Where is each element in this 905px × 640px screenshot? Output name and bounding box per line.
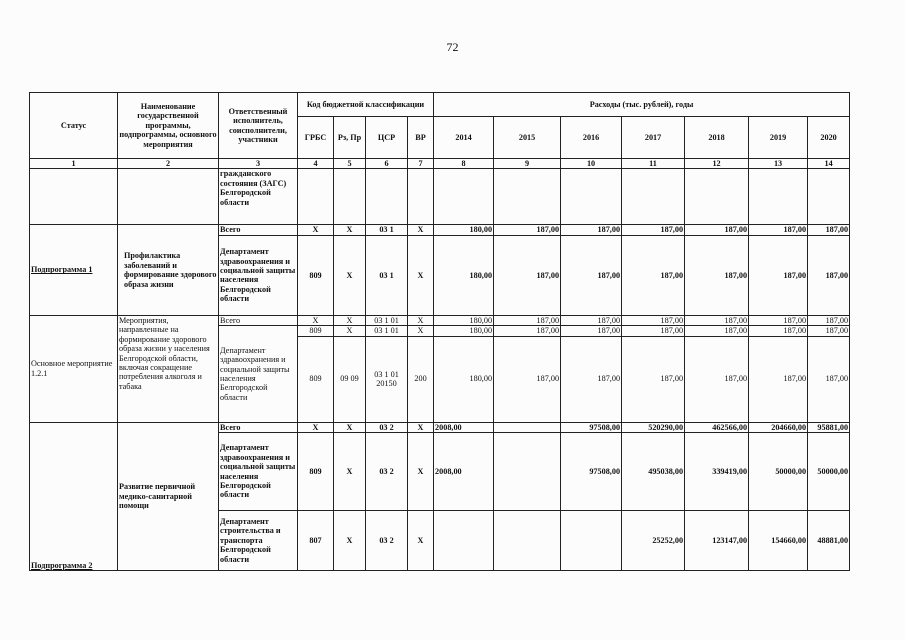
value-cell: 187,00 — [808, 235, 850, 315]
value-cell: 95881,00 — [808, 422, 850, 432]
header-year: 2014 — [434, 117, 494, 159]
value-cell: 187,00 — [622, 326, 685, 336]
column-number: 11 — [622, 159, 685, 169]
grbs-cell: Х — [298, 315, 334, 325]
grbs-cell: 809 — [298, 336, 334, 422]
value-cell: 520290,00 — [622, 422, 685, 432]
header-year: 2017 — [622, 117, 685, 159]
csr-cell: 03 1 01 20150 — [366, 336, 408, 422]
header-budget-code: Код бюджетной классификации — [298, 93, 434, 117]
value-cell — [561, 511, 622, 571]
name-cell: Мероприятия, направленные на формирование здорового образа жизни у населения Белгородской области, включая сокращение потребления алкоголя и табака — [118, 315, 219, 422]
value-cell: 180,00 — [434, 315, 494, 325]
value-cell: 462566,00 — [685, 422, 749, 432]
value-cell: 187,00 — [494, 315, 561, 325]
header-year: 2020 — [808, 117, 850, 159]
rzpr-cell: Х — [334, 315, 366, 325]
rzpr-cell: Х — [334, 235, 366, 315]
value-cell: 187,00 — [622, 315, 685, 325]
column-number: 14 — [808, 159, 850, 169]
budget-table — [29, 92, 850, 571]
value-cell: 2008,00 — [434, 422, 494, 432]
value-cell — [434, 511, 494, 571]
name-cell: Развитие первичной медико-санитарной помощи — [118, 422, 219, 570]
value-cell: 25252,00 — [622, 511, 685, 571]
value-cell — [494, 511, 561, 571]
value-cell: 187,00 — [685, 336, 749, 422]
value-cell: 187,00 — [561, 315, 622, 325]
column-number: 1 — [30, 159, 118, 169]
column-number: 10 — [561, 159, 622, 169]
column-number: 3 — [219, 159, 298, 169]
grbs-cell: 807 — [298, 511, 334, 571]
header-expenses: Расходы (тыс. рублей), годы — [434, 93, 850, 117]
table-row — [30, 169, 850, 225]
responsible-cell: Департамент здравоохранения и социальной защиты населения Белгородской области — [219, 326, 298, 422]
value-cell: 187,00 — [808, 225, 850, 235]
column-number: 6 — [366, 159, 408, 169]
csr-cell: 03 1 — [366, 235, 408, 315]
value-cell: 187,00 — [685, 225, 749, 235]
header-year: 2015 — [494, 117, 561, 159]
value-cell: 180,00 — [434, 326, 494, 336]
rzpr-cell: 09 09 — [334, 336, 366, 422]
header-row — [30, 93, 850, 117]
csr-cell: 03 2 — [366, 433, 408, 511]
value-cell: 187,00 — [561, 225, 622, 235]
value-cell: 187,00 — [622, 225, 685, 235]
csr-cell: 03 1 01 — [366, 315, 408, 325]
header-grbs: ГРБС — [298, 117, 334, 159]
page-number: 72 — [446, 40, 459, 54]
value-cell: 50000,00 — [808, 433, 850, 511]
header-csr: ЦСР — [366, 117, 408, 159]
value-cell — [494, 433, 561, 511]
vr-cell: 200 — [408, 336, 434, 422]
vr-cell: Х — [408, 433, 434, 511]
header-rzpr: Рз, Пр — [334, 117, 366, 159]
header-year: 2016 — [561, 117, 622, 159]
value-cell: 187,00 — [749, 235, 808, 315]
value-cell: 97508,00 — [561, 433, 622, 511]
column-number: 5 — [334, 159, 366, 169]
value-cell: 187,00 — [749, 336, 808, 422]
column-number: 7 — [408, 159, 434, 169]
vr-cell: Х — [408, 225, 434, 235]
value-cell: 187,00 — [494, 225, 561, 235]
value-cell: 187,00 — [808, 326, 850, 336]
value-cell: 48881,00 — [808, 511, 850, 571]
value-cell: 180,00 — [434, 235, 494, 315]
responsible-cell: Всего — [219, 225, 298, 235]
grbs-cell: 809 — [298, 433, 334, 511]
value-cell: 123147,00 — [685, 511, 749, 571]
vr-cell: Х — [408, 235, 434, 315]
value-cell — [494, 422, 561, 432]
table-row — [30, 315, 850, 325]
grbs-cell: 809 — [298, 326, 334, 336]
value-cell: 204660,00 — [749, 422, 808, 432]
status-cell: Подпрограмма 2 — [30, 422, 118, 570]
value-cell: 187,00 — [494, 326, 561, 336]
rzpr-cell: Х — [334, 511, 366, 571]
rzpr-cell: Х — [334, 422, 366, 432]
column-number: 12 — [685, 159, 749, 169]
header-vr: ВР — [408, 117, 434, 159]
header-responsible: Ответственный исполнитель, соисполнители, участники — [219, 93, 298, 159]
column-number: 8 — [434, 159, 494, 169]
header-name: Наименование государственной программы, подпрограммы, основного мероприятия — [118, 93, 219, 159]
header-status: Статус — [30, 93, 118, 159]
responsible-cell: Всего — [219, 315, 298, 325]
value-cell: 187,00 — [749, 326, 808, 336]
rzpr-cell: Х — [334, 433, 366, 511]
responsible-cell: гражданского состояния (ЗАГС) Белгородской области — [219, 169, 298, 225]
value-cell: 187,00 — [808, 315, 850, 325]
vr-cell: Х — [408, 422, 434, 432]
grbs-cell: Х — [298, 422, 334, 432]
vr-cell: Х — [408, 511, 434, 571]
rzpr-cell: Х — [334, 225, 366, 235]
value-cell: 50000,00 — [749, 433, 808, 511]
csr-cell: 03 1 — [366, 225, 408, 235]
value-cell: 187,00 — [494, 235, 561, 315]
csr-cell: 03 2 — [366, 511, 408, 571]
vr-cell: Х — [408, 326, 434, 336]
column-number-row — [30, 159, 850, 169]
name-cell: Профилактика заболеваний и формирование здорового образа жизни — [118, 225, 219, 315]
value-cell: 187,00 — [622, 235, 685, 315]
grbs-cell: Х — [298, 225, 334, 235]
responsible-cell: Всего — [219, 422, 298, 432]
value-cell: 97508,00 — [561, 422, 622, 432]
value-cell: 187,00 — [685, 235, 749, 315]
vr-cell: Х — [408, 315, 434, 325]
value-cell: 187,00 — [561, 326, 622, 336]
name-cell — [118, 169, 219, 225]
table-row — [30, 422, 850, 432]
value-cell: 187,00 — [685, 315, 749, 325]
column-number: 2 — [118, 159, 219, 169]
header-year: 2018 — [685, 117, 749, 159]
status-cell — [30, 169, 118, 225]
rzpr-cell: Х — [334, 326, 366, 336]
value-cell: 339419,00 — [685, 433, 749, 511]
value-cell: 495038,00 — [622, 433, 685, 511]
csr-cell: 03 1 01 — [366, 326, 408, 336]
responsible-cell: Департамент здравоохранения и социальной защиты населения Белгородской области — [219, 433, 298, 511]
responsible-cell: Департамент здравоохранения и социальной защиты населения Белгородской области — [219, 235, 298, 315]
value-cell: 187,00 — [749, 225, 808, 235]
column-number: 9 — [494, 159, 561, 169]
header-year: 2019 — [749, 117, 808, 159]
value-cell: 187,00 — [685, 326, 749, 336]
value-cell: 2008,00 — [434, 433, 494, 511]
value-cell: 180,00 — [434, 336, 494, 422]
value-cell: 154660,00 — [749, 511, 808, 571]
value-cell: 187,00 — [622, 336, 685, 422]
value-cell: 187,00 — [808, 336, 850, 422]
csr-cell: 03 2 — [366, 422, 408, 432]
grbs-cell: 809 — [298, 235, 334, 315]
value-cell: 180,00 — [434, 225, 494, 235]
value-cell: 187,00 — [494, 336, 561, 422]
table-row — [30, 225, 850, 235]
status-cell: Подпрограмма 1 — [30, 225, 118, 315]
value-cell: 187,00 — [749, 315, 808, 325]
column-number: 4 — [298, 159, 334, 169]
value-cell: 187,00 — [561, 235, 622, 315]
column-number: 13 — [749, 159, 808, 169]
status-cell: Основное мероприятие 1.2.1 — [30, 315, 118, 422]
responsible-cell: Департамент строительства и транспорта Белгородской области — [219, 511, 298, 571]
value-cell: 187,00 — [561, 336, 622, 422]
